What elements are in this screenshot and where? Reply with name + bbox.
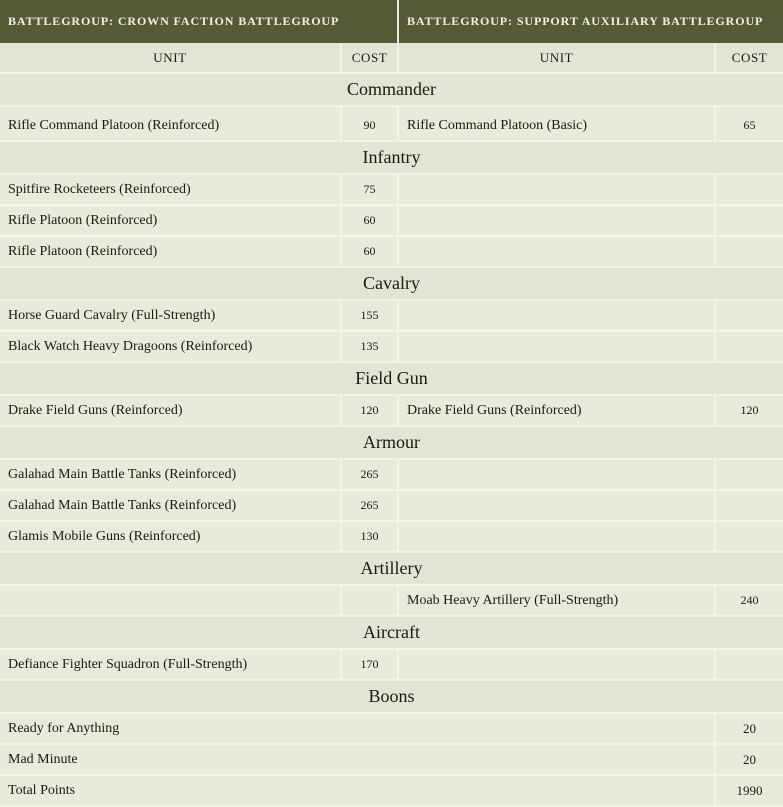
table-row — [0, 236, 783, 267]
unit-cell: Glamis Mobile Guns (Reinforced) — [0, 521, 341, 552]
section-header-boons — [0, 680, 783, 713]
cost-cell: 135 — [341, 331, 398, 362]
table-row — [0, 395, 783, 426]
unit-cell: Spitfire Rocketeers (Reinforced) — [0, 174, 341, 205]
section-title: Armour — [0, 426, 783, 459]
table-row — [0, 205, 783, 236]
empty-cell — [715, 459, 783, 490]
empty-cell — [715, 521, 783, 552]
unit-cell: Horse Guard Cavalry (Full-Strength) — [0, 300, 341, 331]
cost-cell: 120 — [715, 395, 783, 426]
empty-cell — [398, 521, 715, 552]
unit-cell: Drake Field Guns (Reinforced) — [0, 395, 341, 426]
total-row — [0, 775, 783, 806]
empty-cell — [715, 649, 783, 680]
table-row — [0, 649, 783, 680]
cost-cell: 265 — [341, 459, 398, 490]
unit-cell: Rifle Platoon (Reinforced) — [0, 236, 341, 267]
empty-cell — [715, 490, 783, 521]
cost-cell: 130 — [341, 521, 398, 552]
section-header-armour — [0, 426, 783, 459]
unit-column-header: UNIT — [0, 43, 341, 73]
left-battlegroup-title: BATTLEGROUP: CROWN FACTION BATTLEGROUP — [0, 0, 398, 43]
unit-cell: Rifle Platoon (Reinforced) — [0, 205, 341, 236]
empty-cell — [715, 331, 783, 362]
column-header-row — [0, 43, 783, 73]
cost-cell: 240 — [715, 585, 783, 616]
cost-column-header: COST — [715, 43, 783, 73]
empty-cell — [398, 174, 715, 205]
right-battlegroup-title: BATTLEGROUP: SUPPORT AUXILIARY BATTLEGROUP — [398, 0, 783, 43]
boon-cost: 20 — [715, 713, 783, 744]
cost-cell: 120 — [341, 395, 398, 426]
section-header-cavalry — [0, 267, 783, 300]
empty-cell — [398, 459, 715, 490]
unit-cell: Black Watch Heavy Dragoons (Reinforced) — [0, 331, 341, 362]
unit-cell: Galahad Main Battle Tanks (Reinforced) — [0, 459, 341, 490]
empty-cell — [398, 490, 715, 521]
empty-cell — [715, 300, 783, 331]
total-value: 1990 — [715, 775, 783, 806]
unit-cell: Moab Heavy Artillery (Full-Strength) — [398, 585, 715, 616]
section-header-commander — [0, 73, 783, 106]
cost-cell: 155 — [341, 300, 398, 331]
table-row — [0, 174, 783, 205]
boon-row — [0, 744, 783, 775]
table-row — [0, 490, 783, 521]
empty-cell — [715, 236, 783, 267]
cost-column-header: COST — [341, 43, 398, 73]
cost-cell: 170 — [341, 649, 398, 680]
empty-cell — [398, 649, 715, 680]
table-row — [0, 521, 783, 552]
cost-cell: 60 — [341, 236, 398, 267]
section-title: Boons — [0, 680, 783, 713]
section-header-field-gun — [0, 362, 783, 395]
section-title: Field Gun — [0, 362, 783, 395]
table-row — [0, 106, 783, 141]
unit-cell: Rifle Command Platoon (Basic) — [398, 106, 715, 141]
section-title: Infantry — [0, 141, 783, 174]
boon-row — [0, 713, 783, 744]
empty-cell — [398, 236, 715, 267]
section-header-artillery — [0, 552, 783, 585]
empty-cell — [341, 585, 398, 616]
empty-cell — [398, 300, 715, 331]
section-header-infantry — [0, 141, 783, 174]
cost-cell: 60 — [341, 205, 398, 236]
cost-cell: 265 — [341, 490, 398, 521]
empty-cell — [398, 331, 715, 362]
section-title: Cavalry — [0, 267, 783, 300]
cost-cell: 90 — [341, 106, 398, 141]
unit-cell: Defiance Fighter Squadron (Full-Strength) — [0, 649, 341, 680]
unit-cell: Rifle Command Platoon (Reinforced) — [0, 106, 341, 141]
unit-cell: Drake Field Guns (Reinforced) — [398, 395, 715, 426]
section-title: Artillery — [0, 552, 783, 585]
boon-name: Ready for Anything — [0, 713, 715, 744]
empty-cell — [715, 205, 783, 236]
table-row — [0, 585, 783, 616]
boon-cost: 20 — [715, 744, 783, 775]
cost-cell: 65 — [715, 106, 783, 141]
section-header-aircraft — [0, 616, 783, 649]
empty-cell — [715, 174, 783, 205]
cost-cell: 75 — [341, 174, 398, 205]
table-row — [0, 331, 783, 362]
total-label: Total Points — [0, 775, 715, 806]
empty-cell — [0, 585, 341, 616]
section-title: Commander — [0, 73, 783, 106]
title-row — [0, 0, 783, 43]
unit-cell: Galahad Main Battle Tanks (Reinforced) — [0, 490, 341, 521]
table-row — [0, 300, 783, 331]
section-title: Aircraft — [0, 616, 783, 649]
unit-column-header: UNIT — [398, 43, 715, 73]
empty-cell — [398, 205, 715, 236]
table-row — [0, 459, 783, 490]
boon-name: Mad Minute — [0, 744, 715, 775]
